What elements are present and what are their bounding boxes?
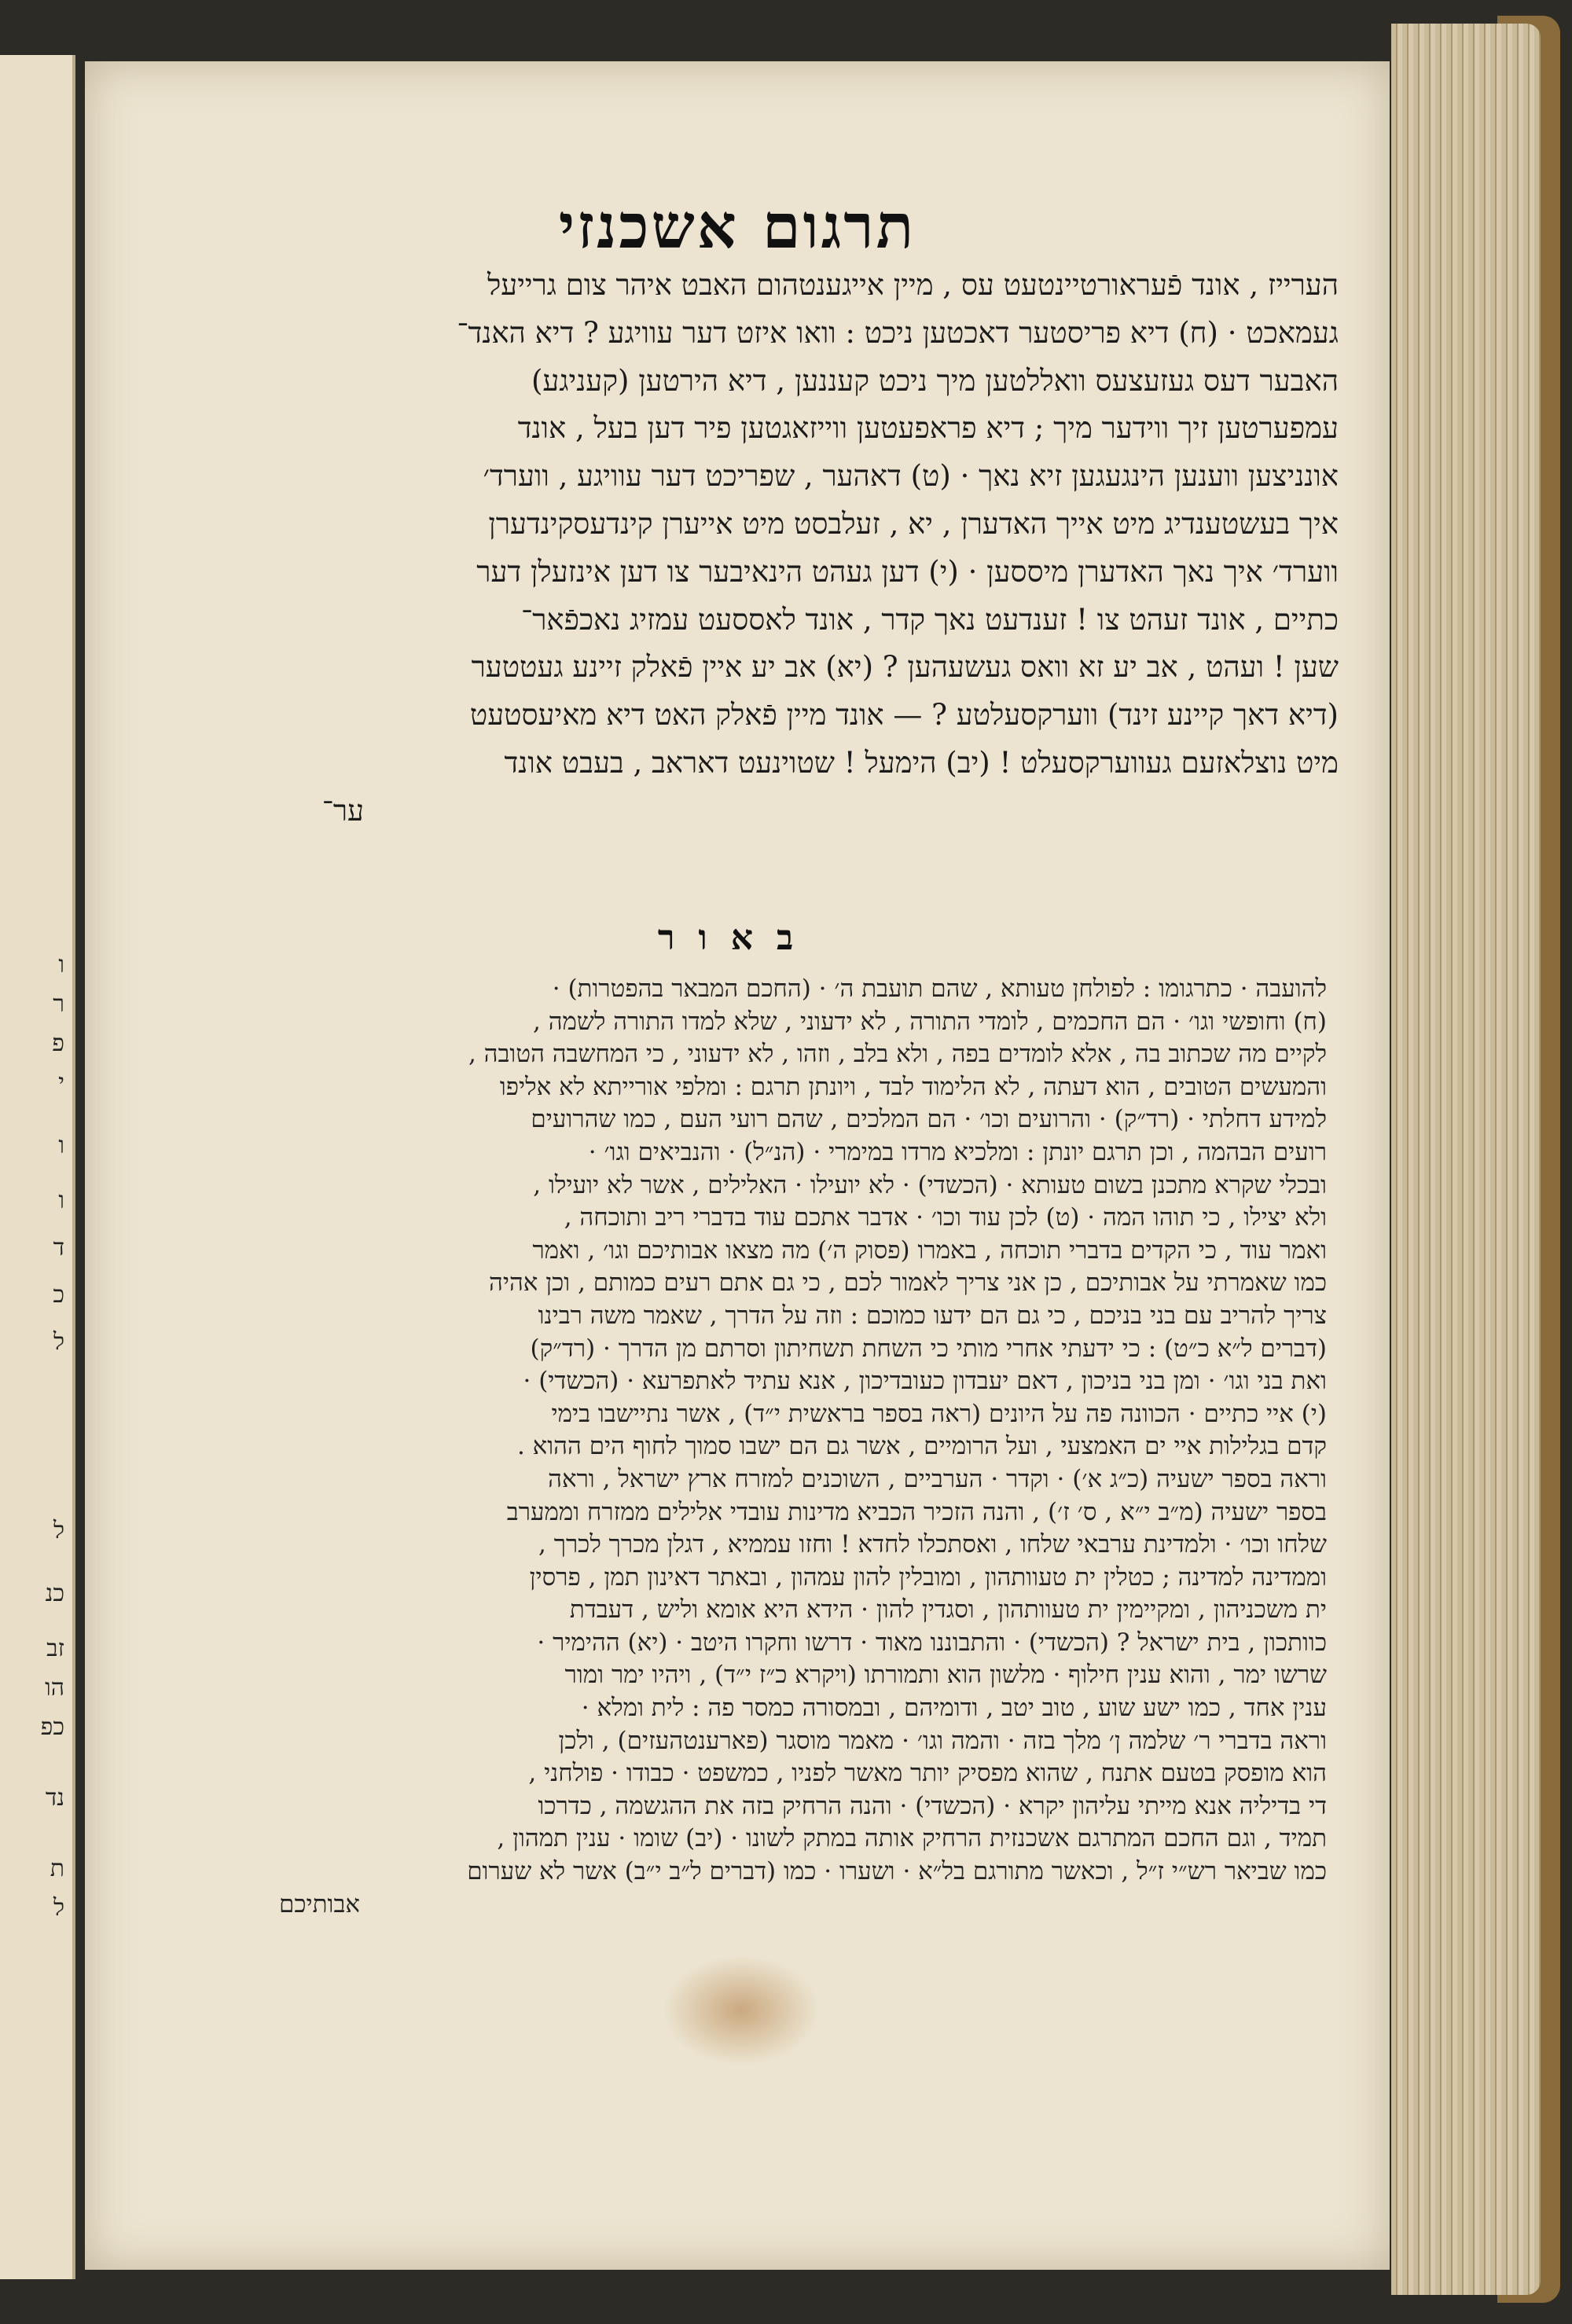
left-fragment: ל [53, 1328, 64, 1356]
left-fragment: ד [53, 1234, 64, 1261]
page-title: תרגום אשכנזי [558, 191, 916, 263]
commentary-line: תמיד , וגם החכם המתרגם אשכנזית הרחיק אותה במתק לשונו · (יב) שומו · ענין תמהון , [497, 1824, 1327, 1853]
commentary-line: צריך להריב עם בני בניכם , כי גם הם ידעו כמוכם : וזה על הדרך , שאמר משה רבינו [538, 1301, 1327, 1330]
commentary-line: כמו שאמרתי על אבותיכם , כן אני צריך לאמור לכם , כי גם אתם רעים כמותם , וכן אהיה [488, 1268, 1327, 1298]
commentary-line: שלחו וכו׳ · ולמדינת ערבאי שלחו , ואסתכלו לחדא ! וחזו עממיא , דגלן מכרך לכרך , [538, 1530, 1327, 1559]
text-line: (דיא דאך קיינע זינד) ווערקסעלטע ? — אונד מיין פֿאלק האט דיא מאיעסטעט [469, 698, 1339, 732]
left-fragment: ל [53, 1894, 64, 1922]
text-line: ער־ [321, 793, 364, 828]
commentary-line: אבותיכם [278, 1889, 360, 1918]
text-line: שען ! ועהט , אב יע זא וואס געשעהען ? (יא) אב יע איין פֿאלק זיינע געטטער [471, 650, 1339, 685]
commentary-line: ובכלי שקרא מתכנן בשום טעותא · (הכשדי) · לא יועילו · האלילים , אשר לא יועילו , [533, 1170, 1327, 1199]
commentary-line: (ח) וחופשי וגו׳ · הם החכמים , לומדי התורה , לא ידעוני , שלא למדו התורה לשמה , [532, 1007, 1327, 1036]
text-line: איך בעשטענדיג מיט אייך האדערן , יא , זעלבסט מיט אייערן קינדעסקינדערן [488, 506, 1339, 541]
commentary-line: ואמר עוד , כי הקדים בדברי תוכחה , באמרו (פסוק ה׳) מה מצאו אבותיכם וגו׳ , ואמר [532, 1235, 1327, 1265]
commentary-line: די בדיליה אנא מייתי עליהון יקרא · (הכשדי) · והנה הרחיק בזה את ההגשמה , כדרכו [538, 1791, 1327, 1820]
commentary-line: קדם בגלילות איי ים האמצעי , ועל הרומיים , אשר גם הם ישבו סמוך לחוף הים ההוא . [516, 1432, 1327, 1461]
left-fragment: נד [45, 1784, 64, 1812]
commentary-heading: באור [657, 918, 817, 958]
left-fragment: זב [46, 1635, 64, 1662]
commentary-line: וראה בדברי ר׳ שלמה ן׳ מלך בזה · והמה וגו׳ · מאמר מוסגר (פארענטהעזים) , ולכן [558, 1726, 1327, 1755]
commentary-line: וממדינה למדינה ; כטלין ית טעוותהון , ומובלין להון עמהון , ובאתר דאינון תמן , פרסין [529, 1562, 1327, 1592]
text-line: האבער דעס געזעצעס וואללטען מיך ניכט קעננען , דיא הירטען (קעניגע) [531, 363, 1339, 398]
left-facing-page [0, 55, 75, 2279]
left-fragment: ר [53, 990, 64, 1018]
commentary-line: שרשו ימר , והוא ענין חילוף · מלשון הוא ותמורתו (ויקרא כ״ז י״ד) , ויהיו ימר ומור [564, 1661, 1327, 1690]
commentary-line: (י) איי כתיים · הכוונה פה על היונים (ראה בספר בראשית י״ד) , אשר נתיישבו בימי [551, 1399, 1327, 1428]
commentary-line: ואת בני וגו׳ · ומן בני בניכון , דאם יעבדון כעובדיכון , אנא עתיד לאתפרעא · (הכשדי) · [523, 1367, 1327, 1396]
left-fragment: ת [50, 1855, 64, 1882]
commentary-line: להועבה · כתרגומו : לפולחן טעותא , שהם תועבת ה׳ · (החכם המבאר בהפטרות) · [552, 975, 1327, 1003]
commentary-line: כוותכון , בית ישראל ? (הכשדי) · והתבוננו מאוד · דרשו וחקרו היטב · (יא) ההימיר · [537, 1628, 1327, 1657]
commentary-text [179, 973, 1327, 1921]
commentary-line: רועים הבהמה , וכן תרגם יונתן : ומלכיא מרדו במימרי · (הנ״ל) · והנביאים וגו׳ · [588, 1137, 1327, 1166]
left-fragment: י [58, 1069, 64, 1096]
commentary-line: הוא מופסק בטעם אתנח , שהוא מפסיק יותר מאשר לפניו , כמשפט · כבודו · פולחני , [528, 1759, 1327, 1788]
commentary-line: ית משכניהון , ומקיימין ית טעוותהון , וסגדין להון · הידא היא אומא וליש , דעבדת [569, 1595, 1327, 1625]
page-stack-edge [1391, 24, 1541, 2295]
left-fragment: ו [58, 951, 64, 978]
text-line: געמאכט · (ח) דיא פריסטער דאכטען ניכט : וואו איזט דער עוויגע ? דיא האנד־ [457, 315, 1339, 350]
left-fragment: כנ [45, 1580, 64, 1607]
commentary-line: ענין אחד , כמו ישע שוע , טוב יטב , ודומיהם , ובמסורה כמסר פה : לית ומלא · [581, 1694, 1327, 1723]
text-line: אונניצען ווענען הינגעגען זיא נאך · (ט) דאהער , שפריכט דער עוויגע , ווערד׳ [483, 459, 1339, 494]
commentary-line: (דברים ל״א כ״ט) : כי ידעתי אחרי מותי כי השחת תשחיתון וסרתם מן הדרך · (רד״ק) [530, 1334, 1327, 1363]
translation-text [152, 262, 1339, 835]
left-fragment: ל [53, 1517, 64, 1544]
book-page [85, 61, 1390, 2270]
commentary-line: והמעשים הטובים , הוא דעתה , לא הלימוד לבד , ויונתן תרגם : ומלפי אורייתא לא אליפו [499, 1072, 1327, 1101]
left-fragment: כ [53, 1281, 64, 1309]
left-fragment: ו [58, 1132, 64, 1159]
text-line: כתיים , אונד זעהט צו ! זענדעט נאך קדר , אונד לאססעט עמזיג נאכפֿאר־ [521, 602, 1339, 637]
commentary-line: לקיים מה שכתוב בה , אלא לומדים בפה , ולא בלב , וזהו , לא ידעוני , כי המחשבה הטובה , [468, 1040, 1327, 1069]
commentary-line: ולא יצילו , כי תוהו המה · (ט) לכן עוד וכו׳ · אדבר אתכם עוד בדברי ריב ותוכחה , [564, 1203, 1327, 1232]
commentary-line: וראה בספר ישעיה (כ״ג א׳) · וקדר · הערביים , השוכנים למזרח ארץ ישראל , וראה [548, 1464, 1327, 1493]
text-line: הערייז , אונד פֿעראורטיינטעט עס , מיין אייגענטהום האבט איהר צום גרייעל [487, 268, 1339, 302]
commentary-line: למידע דחלתי · (רד״ק) · והרועים וכו׳ · הם המלכים , שהם רועי העם , כמו שהרועים [531, 1105, 1327, 1134]
commentary-line: כמו שביאר רש״י ז״ל , וכאשר מתורגם בל״א · ושערו · כמו (דברים ל״ב י״ב) אשר לא שערום [467, 1857, 1327, 1886]
left-fragment: כפ [40, 1713, 64, 1741]
text-line: ווערד׳ איך נאך האדערן מיססען · (י) דען געהט הינאיבער צו דען אינזעלן דער [476, 554, 1339, 589]
left-fragment: הו [45, 1674, 64, 1702]
left-fragment: ו [58, 1187, 64, 1214]
commentary-line: בספר ישעיה (מ״ב י״א , ס׳ ז׳) , והנה הזכיר הכביא מדינות עובדי אלילים ממזרח וממערב [506, 1497, 1327, 1526]
text-line: עמפערטען זיך ווידער מיך ; דיא פראפעטען ווייזאגטען פיר דען בעל , אונד [517, 411, 1339, 446]
left-fragment: פ [52, 1030, 64, 1057]
paper-stain [663, 1955, 820, 2065]
text-line: מיט נוצלאזעם געווערקסעלט ! (יב) הימעל ! שטוינעט דאראב , בעבט אונד [504, 745, 1339, 780]
